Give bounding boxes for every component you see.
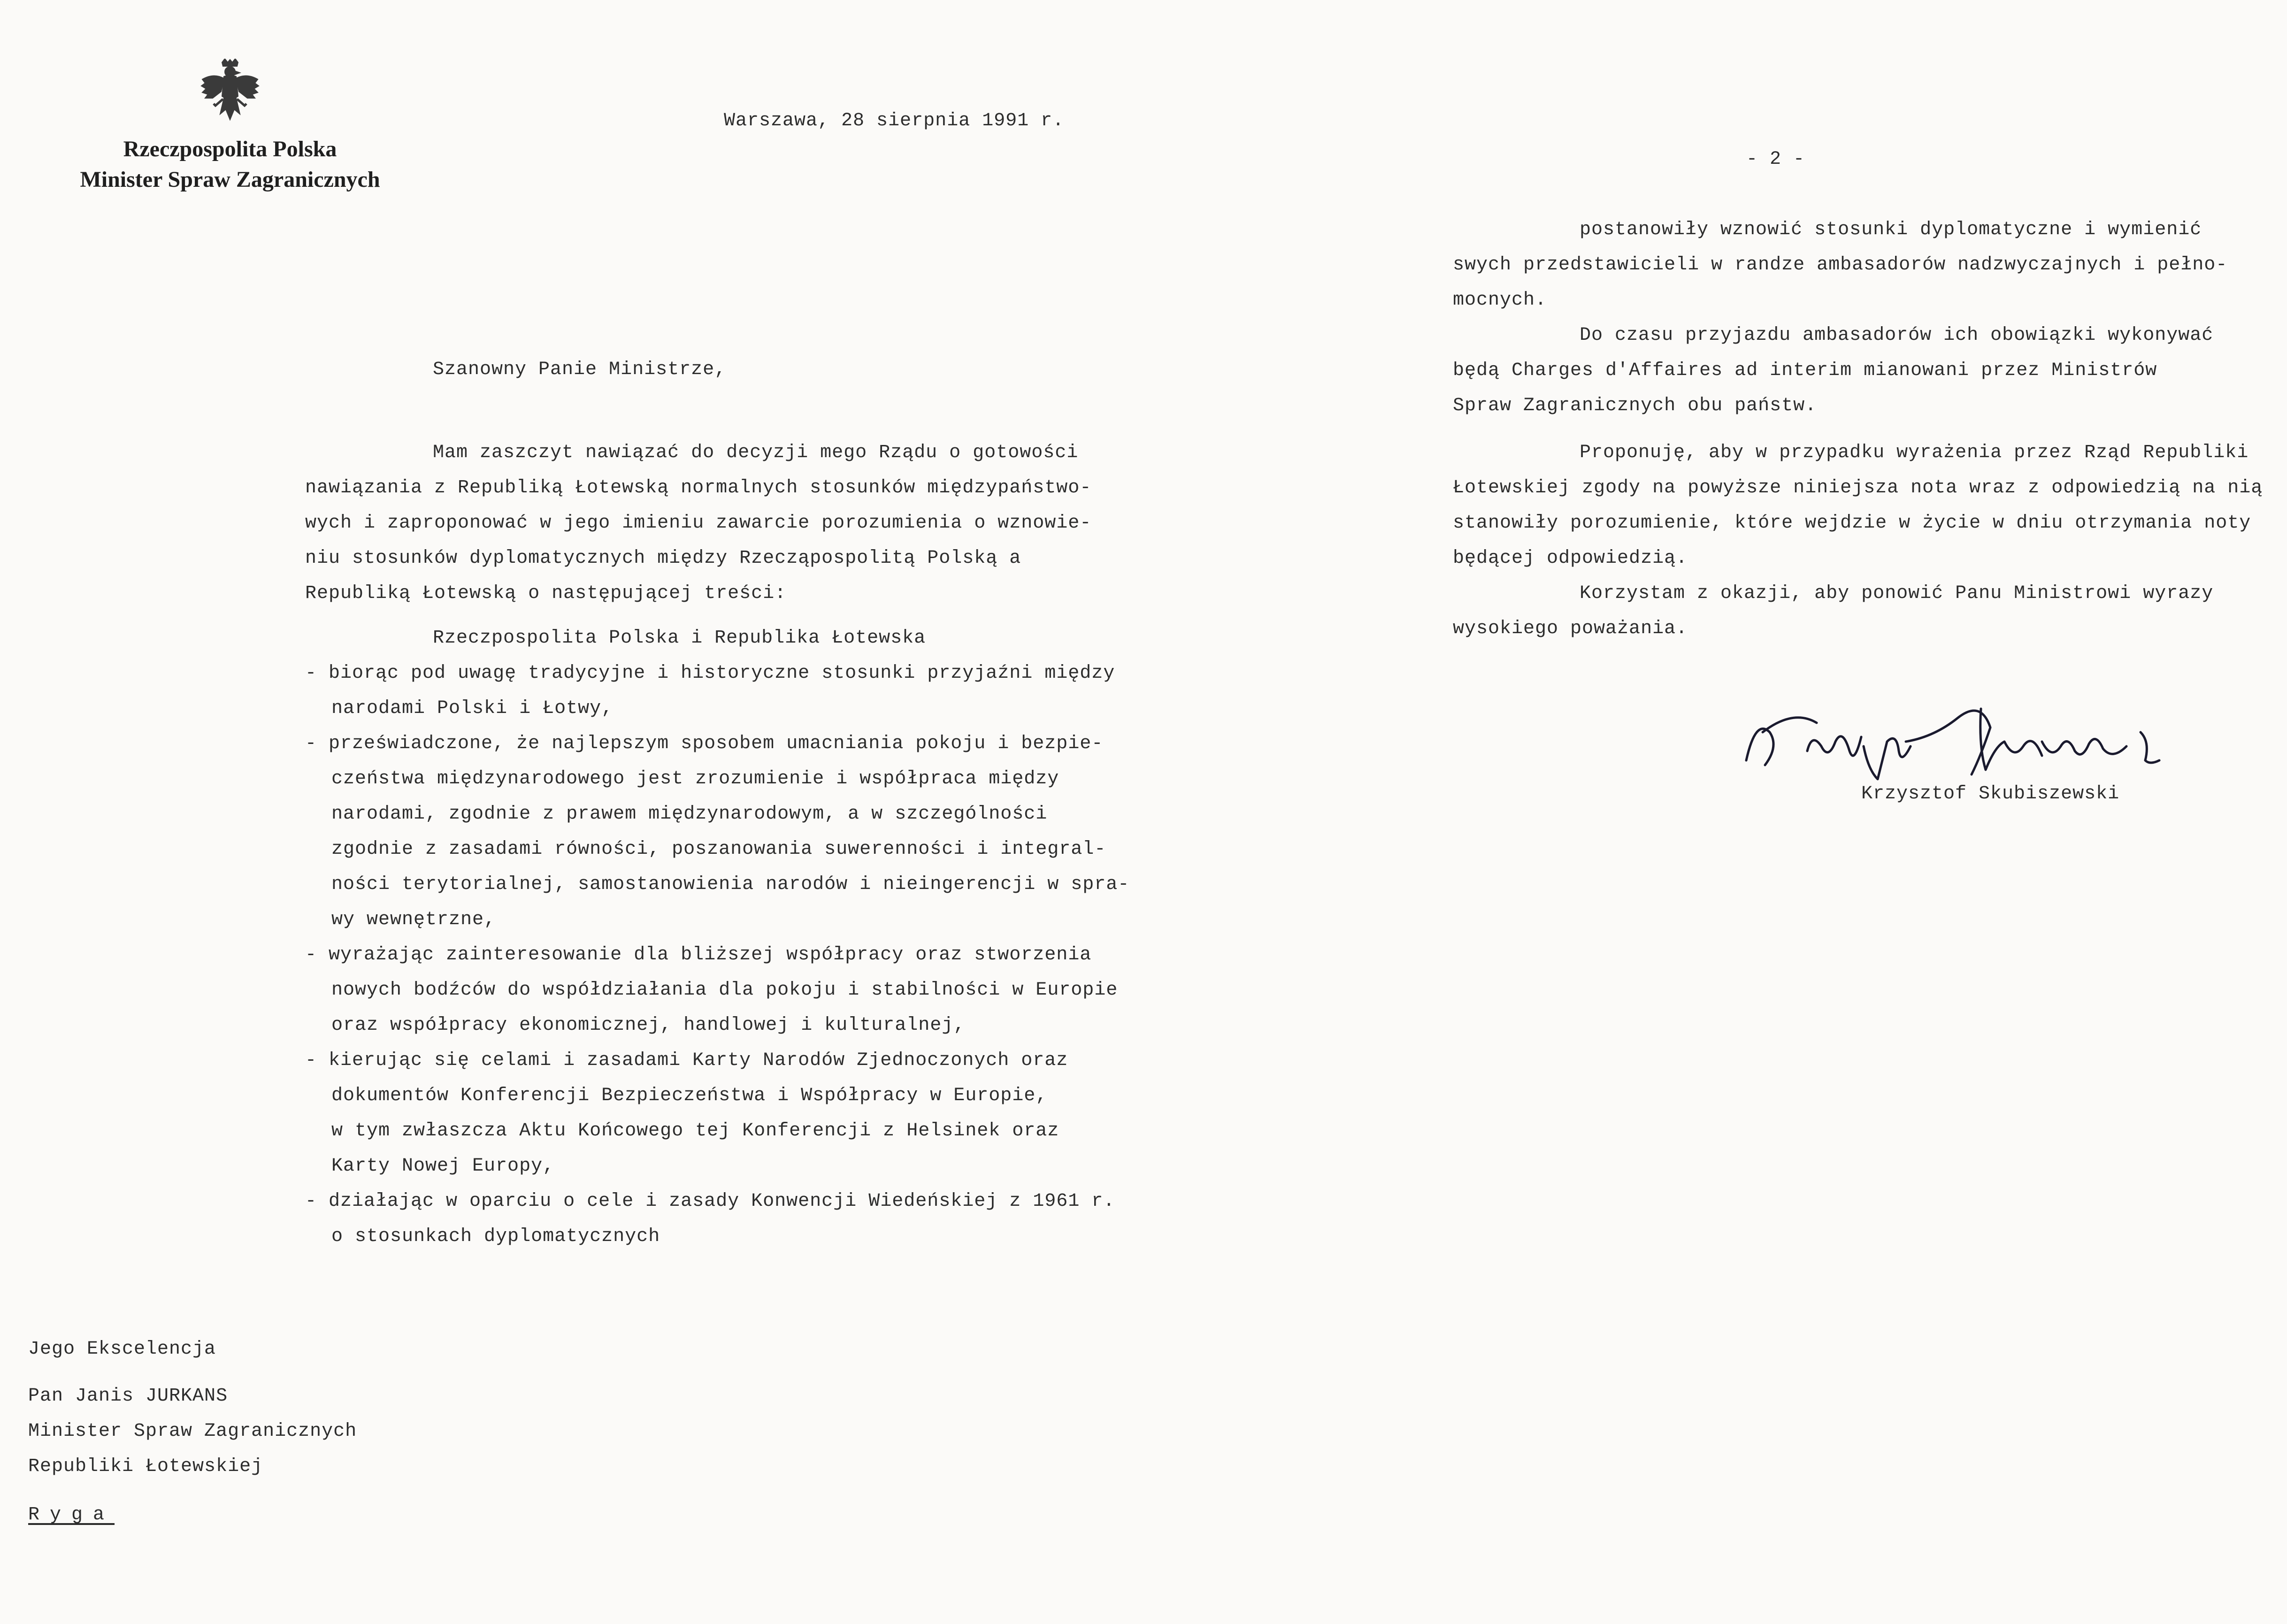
body-line: - kierując się celami i zasadami Karty Narodów Zjednoczonych oraz (305, 1050, 1068, 1071)
body-line: Rzeczpospolita Polska i Republika Łotewska (433, 628, 926, 649)
body-line: Do czasu przyjazdu ambasadorów ich obowiązki wykonywać (1580, 325, 2214, 346)
body-line: narodami, zgodnie z prawem międzynarodowym, a w szczególności (331, 804, 1048, 825)
recipient-line-3: Minister Spraw Zagranicznych (28, 1421, 357, 1442)
handwritten-signature-icon (1737, 690, 2206, 793)
recipient-city: Ryga (28, 1504, 115, 1525)
body-line: będą Charges d'Affaires ad interim mianowani przez Ministrów (1453, 360, 2157, 381)
body-line: wy wewnętrzne, (331, 909, 496, 930)
body-line: czeństwa międzynarodowego jest zrozumienie i współpraca między (331, 768, 1059, 789)
body-line: Mam zaszczyt nawiązać do decyzji mego Rządu o gotowości (433, 442, 1079, 463)
body-line: stanowiły porozumienie, które wejdzie w życie w dniu otrzymania noty (1453, 513, 2251, 534)
body-line: Spraw Zagranicznych obu państw. (1453, 395, 1817, 416)
signatory-name: Krzysztof Skubiszewski (1861, 783, 2120, 804)
recipient-line-2: Pan Janis JURKANS (28, 1386, 228, 1407)
letterhead-line-1: Rzeczpospolita Polska (123, 137, 337, 161)
body-line: - wyrażając zainteresowanie dla bliższej współpracy oraz stworzenia (305, 944, 1092, 965)
polish-eagle-emblem-icon (200, 59, 261, 124)
body-line: wysokiego poważania. (1453, 618, 1688, 639)
body-line: narodami Polski i Łotwy, (331, 698, 614, 719)
body-line: - biorąc pod uwagę tradycyjne i historyczne stosunki przyjaźni między (305, 663, 1115, 684)
page-number: - 2 - (1746, 149, 1805, 170)
body-line: Korzystam z okazji, aby ponowić Panu Ministrowi wyrazy (1580, 583, 2214, 604)
body-line: nawiązania z Republiką Łotewską normalnych stosunków międzypaństwo- (305, 477, 1092, 498)
salutation: Szanowny Panie Ministrze, (433, 359, 727, 380)
body-line: postanowiły wznowić stosunki dyplomatyczne i wymienić (1580, 219, 2202, 240)
body-line: zgodnie z zasadami równości, poszanowania suwerenności i integral- (331, 839, 1106, 860)
body-line: swych przedstawicieli w randze ambasadorów nadzwyczajnych i pełno- (1453, 254, 2228, 276)
body-line: Karty Nowej Europy, (331, 1156, 555, 1177)
body-line: wych i zaproponować w jego imieniu zawarcie porozumienia o wznowie- (305, 513, 1092, 534)
body-line: w tym zwłaszcza Aktu Końcowego tej Konferencji z Helsinek oraz (331, 1120, 1059, 1141)
body-line: nowych bodźców do współdziałania dla pokoju i stabilności w Europie (331, 980, 1118, 1001)
letterhead-line-2: Minister Spraw Zagranicznych (80, 167, 380, 192)
body-line: oraz współpracy ekonomicznej, handlowej i kulturalnej, (331, 1015, 966, 1036)
date-line: Warszawa, 28 sierpnia 1991 r. (724, 110, 1065, 131)
body-line: ności terytorialnej, samostanowienia narodów i nieingerencji w spra- (331, 874, 1130, 895)
body-line: Łotewskiej zgody na powyższe niniejsza nota wraz z odpowiedzią na nią (1453, 477, 2263, 498)
body-line: mocnych. (1453, 290, 1547, 311)
recipient-line-1: Jego Ekscelencja (28, 1339, 216, 1360)
body-line: niu stosunków dyplomatycznych między Rzecząpospolitą Polską a (305, 548, 1021, 569)
body-line: o stosunkach dyplomatycznych (331, 1226, 660, 1247)
body-line: będącej odpowiedzią. (1453, 548, 1688, 569)
body-line: - działając w oparciu o cele i zasady Konwencji Wiedeńskiej z 1961 r. (305, 1191, 1115, 1212)
body-line: Proponuję, aby w przypadku wyrażenia przez Rząd Republiki (1580, 442, 2249, 463)
recipient-line-4: Republiki Łotewskiej (28, 1456, 263, 1477)
body-line: dokumentów Konferencji Bezpieczeństwa i Współpracy w Europie, (331, 1085, 1048, 1106)
body-line: Republiką Łotewską o następującej treści: (305, 583, 787, 604)
body-line: - przeświadczone, że najlepszym sposobem umacniania pokoju i bezpie- (305, 733, 1104, 754)
